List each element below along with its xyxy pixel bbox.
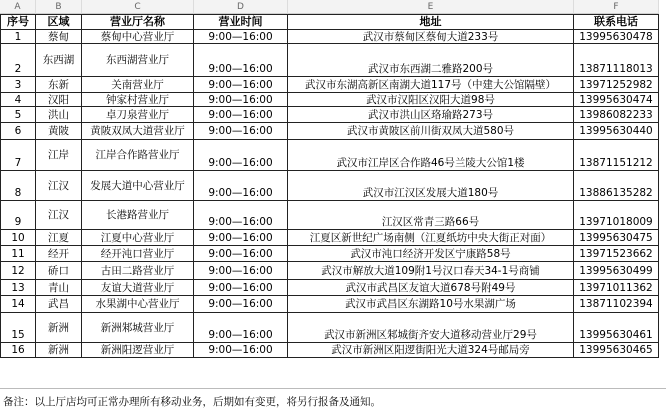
header-district-cell[interactable] [36,14,82,30]
hall-name-cell[interactable] [82,201,194,230]
cell-text: 友谊大道营业厅 [100,281,175,294]
header-hours-cell[interactable] [194,14,288,30]
address-cell[interactable] [288,201,574,230]
cell-text: 9:00—16:00 [208,157,273,169]
cell-text: 14 [11,298,25,310]
hours-cell[interactable] [194,77,288,93]
hall-name-cell[interactable] [82,77,194,93]
phone-cell[interactable] [574,30,659,44]
cell-text: 武汉市东湖高新区南湖大道117号（中建大公馆隔壁） [304,78,557,91]
cell-text: 硚口 [48,264,69,277]
hall-name-cell[interactable] [82,107,194,123]
hall-name-cell[interactable] [82,296,194,313]
index-cell[interactable] [0,30,36,44]
index-cell[interactable] [0,107,36,123]
cell-text: 5 [14,108,22,121]
phone-cell[interactable] [574,262,659,280]
hours-cell[interactable] [194,123,288,140]
cell-text: 武汉市武昌区友谊大道678号附49号 [345,281,516,294]
hall-name-cell[interactable] [82,93,194,107]
address-cell[interactable] [288,343,574,358]
cell-text: 3 [14,78,22,91]
cell-text: 9:00—16:00 [208,93,273,106]
cell-text: 9:00—16:00 [208,63,273,75]
hall-name-cell[interactable] [82,280,194,296]
address-cell[interactable] [288,44,574,77]
address-cell[interactable] [288,280,574,296]
district-cell[interactable] [36,262,82,280]
cell-text: 13986082233 [579,108,653,121]
cell-text: 新洲 [48,321,69,334]
cell-text: 汉阳 [48,93,69,106]
cell-text: 经开沌口营业厅 [100,247,175,260]
district-cell[interactable] [36,44,82,77]
cell-text: 武汉市江汉区发展大道180号 [362,187,499,199]
district-cell[interactable] [36,296,82,313]
column-header-f[interactable]: F [574,0,659,14]
cell-text: 江汉区常青三路66号 [381,216,480,228]
cell-text: 9:00—16:00 [208,298,273,310]
index-cell[interactable] [0,171,36,201]
hours-cell[interactable] [194,230,288,246]
cell-text: 13871102394 [579,298,653,310]
district-cell[interactable] [36,140,82,171]
cell-text: 江汉 [48,179,69,192]
cell-text: 13971011362 [579,281,653,294]
cell-text: 9:00—16:00 [208,264,273,277]
district-cell[interactable] [36,93,82,107]
cell-text: 武汉市江岸区合作路46号兰陵大公馆1楼 [336,157,525,169]
phone-cell[interactable] [574,313,659,343]
hall-name-cell[interactable] [82,230,194,246]
cell-text: 武汉市东西湖二雅路200号 [367,63,494,75]
hours-cell[interactable] [194,201,288,230]
district-cell[interactable] [36,77,82,93]
header-phone-cell[interactable] [574,14,659,30]
cell-text: 13971252982 [579,78,653,91]
cell-text: 11 [11,247,25,260]
cell-text: 10 [11,231,25,244]
hours-cell[interactable] [194,44,288,77]
cell-text: 古田二路营业厅 [100,264,175,277]
cell-text: 8 [14,187,22,199]
cell-text: 6 [14,125,22,137]
cell-text: 9:00—16:00 [208,30,273,43]
column-header-c[interactable]: C [82,0,194,14]
address-cell[interactable] [288,296,574,313]
phone-cell[interactable] [574,44,659,77]
header-index-cell[interactable] [0,14,36,30]
cell-text: 9:00—16:00 [208,281,273,294]
cell-text: 13971523662 [579,247,653,260]
cell-text: 13871118013 [579,63,653,75]
cell-text: 新洲 [48,344,69,356]
hours-cell[interactable] [194,280,288,296]
cell-text: 新洲邾城营业厅 [100,321,175,334]
cell-text: 武汉市沌口经济开发区宁康路58号 [350,247,511,260]
cell-text: 7 [14,157,22,169]
cell-text: 13995630474 [579,93,653,106]
district-cell[interactable] [36,171,82,201]
header-address-cell[interactable] [288,14,574,30]
index-cell[interactable] [0,123,36,140]
header-label: 联系电话 [594,15,638,28]
cell-text: 13995630465 [579,344,653,356]
header-hall-name-cell[interactable] [82,14,194,30]
cell-text: 武汉市武昌区东湖路10号水果湖广场 [345,298,516,310]
hours-cell[interactable] [194,30,288,44]
index-cell[interactable] [0,246,36,262]
phone-cell[interactable] [574,107,659,123]
cell-text: 武昌 [48,298,69,310]
hours-cell[interactable] [194,140,288,171]
address-cell[interactable] [288,30,574,44]
cell-text: 9:00—16:00 [208,78,273,91]
index-cell[interactable] [0,93,36,107]
address-cell[interactable] [288,123,574,140]
cell-text: 9:00—16:00 [208,329,273,341]
hall-name-cell[interactable] [82,246,194,262]
cell-text: 卓刀泉营业厅 [106,108,169,121]
phone-cell[interactable] [574,140,659,171]
cell-text: 9:00—16:00 [208,344,273,356]
header-label: 营业时间 [218,15,263,28]
address-cell[interactable] [288,93,574,107]
header-label: 营业厅名称 [110,15,165,28]
index-cell[interactable] [0,313,36,343]
hours-cell[interactable] [194,262,288,280]
cell-text: 东西湖 [42,54,75,66]
phone-cell[interactable] [574,343,659,358]
phone-cell[interactable] [574,93,659,107]
cell-text: 武汉市新洲区邾城街齐安大道移动营业厅29号 [324,329,537,341]
cell-text: 9:00—16:00 [208,187,273,199]
phone-cell[interactable] [574,296,659,313]
cell-text: 发展大道中心营业厅 [90,179,185,192]
cell-text: 东新 [48,78,69,91]
column-header-b[interactable]: B [36,0,82,14]
hall-name-cell[interactable] [82,44,194,77]
hall-name-cell[interactable] [82,123,194,140]
cell-text: 江汉 [48,209,69,221]
address-cell[interactable] [288,77,574,93]
hall-name-cell[interactable] [82,140,194,171]
cell-text: 武汉市黄陂区前川街双凤大道580号 [346,125,515,137]
phone-cell[interactable] [574,246,659,262]
footnote-divider [0,388,666,389]
cell-text: 黄陂 [48,125,69,137]
hours-cell[interactable] [194,246,288,262]
district-cell[interactable] [36,343,82,358]
cell-text: 青山 [48,281,69,294]
phone-cell[interactable] [574,123,659,140]
cell-text: 9:00—16:00 [208,125,273,137]
address-cell[interactable] [288,140,574,171]
index-cell[interactable] [0,262,36,280]
cell-text: 江夏区新世纪广场南侧（江夏纸坊中央大街正对面） [309,231,552,244]
index-cell[interactable] [0,44,36,77]
cell-text: 江夏中心营业厅 [100,231,175,244]
index-cell[interactable] [0,140,36,171]
district-cell[interactable] [36,230,82,246]
cell-text: 武汉市新洲区阳逻街阳光大道324号邮局旁 [331,344,530,356]
index-cell[interactable] [0,201,36,230]
cell-text: 13971018009 [579,216,653,228]
hall-name-cell[interactable] [82,30,194,44]
cell-text: 经开 [48,247,69,260]
phone-cell[interactable] [574,77,659,93]
phone-cell[interactable] [574,280,659,296]
hours-cell[interactable] [194,107,288,123]
hours-cell[interactable] [194,343,288,358]
cell-text: 蔡甸 [48,30,69,43]
cell-text: 9:00—16:00 [208,231,273,244]
phone-cell[interactable] [574,230,659,246]
address-cell[interactable] [288,246,574,262]
district-cell[interactable] [36,123,82,140]
hours-cell[interactable] [194,93,288,107]
column-header-a[interactable]: A [0,0,36,14]
cell-text: 9:00—16:00 [208,216,273,228]
cell-text: 水果湖中心营业厅 [95,298,180,310]
index-cell[interactable] [0,343,36,358]
cell-text: 钟家村营业厅 [106,93,169,106]
cell-text: 江岸 [48,149,69,161]
index-cell[interactable] [0,296,36,313]
cell-text: 12 [11,264,25,277]
cell-text: 9:00—16:00 [208,108,273,121]
district-cell[interactable] [36,30,82,44]
hall-name-cell[interactable] [82,171,194,201]
cell-text: 9:00—16:00 [208,247,273,260]
district-cell[interactable] [36,201,82,230]
address-cell[interactable] [288,107,574,123]
address-cell[interactable] [288,230,574,246]
cell-text: 蔡甸中心营业厅 [100,30,175,43]
cell-text: 9 [14,216,22,228]
hours-cell[interactable] [194,171,288,201]
index-cell[interactable] [0,230,36,246]
header-label: 区域 [47,15,70,28]
hours-cell[interactable] [194,313,288,343]
district-cell[interactable] [36,280,82,296]
cell-text: 13995630499 [579,264,653,277]
cell-text: 武汉市蔡甸区蔡甸大道233号 [362,30,499,43]
phone-cell[interactable] [574,201,659,230]
hall-name-cell[interactable] [82,313,194,343]
cell-text: 武汉市汉阳区汉阳大道98号 [366,93,495,106]
district-cell[interactable] [36,313,82,343]
header-label: 地址 [419,15,442,28]
footnote: 备注：以上厅店均可正常办理所有移动业务，后期如有变更，将另行报备及通知。 [3,396,381,408]
hours-cell[interactable] [194,296,288,313]
cell-text: 长港路营业厅 [106,209,169,221]
cell-text: 13871151212 [579,157,653,169]
hall-name-cell[interactable] [82,343,194,358]
hall-name-cell[interactable] [82,262,194,280]
index-cell[interactable] [0,77,36,93]
column-header-e[interactable]: E [288,0,574,14]
cell-text: 武汉市解放大道109附1号汉口春天34-1号商铺 [321,264,540,277]
cell-text: 13995630475 [579,231,653,244]
cell-text: 1 [14,30,22,43]
cell-text: 江岸合作路营业厅 [95,149,180,161]
cell-text: 新洲阳逻营业厅 [100,344,175,356]
header-label: 序号 [7,15,29,28]
cell-text: 东西湖营业厅 [106,54,169,66]
cell-text: 13995630440 [579,125,653,137]
index-cell[interactable] [0,280,36,296]
cell-text: 4 [14,93,22,106]
phone-cell[interactable] [574,171,659,201]
cell-text: 江夏 [48,231,69,244]
address-cell[interactable] [288,171,574,201]
cell-text: 2 [14,63,22,75]
cell-text: 15 [11,329,25,341]
district-cell[interactable] [36,246,82,262]
cell-text: 13 [11,281,25,294]
cell-text: 16 [11,344,25,356]
address-cell[interactable] [288,262,574,280]
cell-text: 13995630478 [579,30,653,43]
cell-text: 13995630461 [579,329,653,341]
district-cell[interactable] [36,107,82,123]
cell-text: 武汉市洪山区珞瑜路273号 [367,108,494,121]
cell-text: 黄陂双凤大道营业厅 [90,125,185,137]
cell-text: 关南营业厅 [111,78,164,91]
cell-text: 洪山 [48,108,69,121]
cell-text: 13886135282 [579,187,653,199]
column-header-d[interactable]: D [194,0,288,14]
address-cell[interactable] [288,313,574,343]
